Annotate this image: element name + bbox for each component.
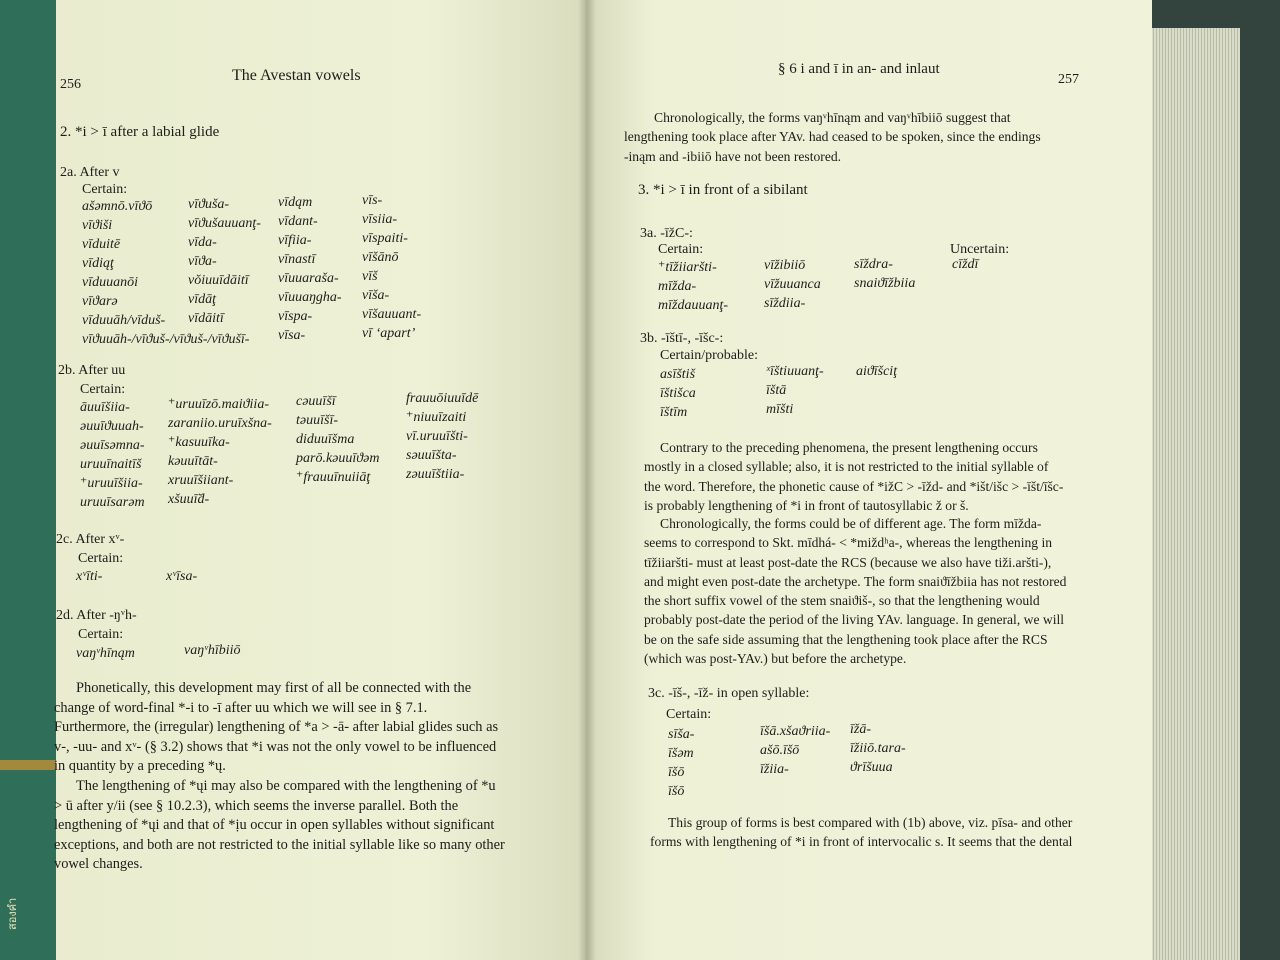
word-form: vīϑuuāh-/vīϑuš-/vīϑuš-/vīϑušī-	[82, 332, 250, 347]
word-form: uruuīnaitīš	[80, 457, 142, 472]
word-form: ⁺uruuīšiia-	[80, 476, 143, 491]
sub-2c-certain: Certain:	[78, 551, 124, 566]
word-form: īšəm	[668, 746, 694, 761]
word-form: vīuuaŋgha-	[278, 290, 342, 305]
text-line: the short suffix vowel of the stem snaiϑiš-, so that the lengthening would	[644, 593, 1040, 609]
text-line: change of word-final *-i to -ī after uu which we will see in § 7.1.	[54, 699, 428, 716]
word-form: mīždauuanţ-	[658, 298, 728, 313]
text-line: (which was post-YAv.) but before the archetype.	[644, 651, 907, 667]
word-form: vīnastī	[278, 252, 316, 267]
word-form: vŏiuuīdāitī	[188, 273, 249, 288]
text-line: Chronologically, the forms vaŋᵛhīnąm and vaŋᵛhībiiō suggest that	[654, 110, 1011, 125]
text-line: Furthermore, the (irregular) lengthening of *a > -ā- after labial glides such as	[54, 719, 499, 736]
word-form: vīspa-	[278, 309, 313, 324]
left-running-head: The Avestan vowels	[232, 67, 361, 84]
word-form: təuuīšī-	[296, 413, 338, 428]
sub-2d-certain: Certain:	[78, 627, 124, 642]
text-line: This group of forms is best compared with (1b) above, viz. pīsa- and other	[668, 815, 1073, 830]
sub-3b-heading: 3b. -īštī-, -īšc-:	[640, 331, 724, 346]
word-form: īšō	[668, 784, 685, 799]
right-paragraph-final	[650, 813, 1114, 852]
sub-2c-item: xᵛīti-	[76, 569, 103, 584]
spine-label: สองคำ	[6, 897, 19, 930]
word-form: vīžuuanca	[764, 277, 821, 292]
word-form: āuuīšiia-	[80, 400, 130, 415]
right-running-head: § 6 i and ī in an- and inlaut	[778, 61, 940, 77]
word-form: īžā-	[850, 722, 871, 737]
page-edges	[1148, 28, 1240, 960]
left-page-number: 256	[60, 77, 81, 92]
left-paragraph-1	[54, 679, 544, 777]
text-line: is probably lengthening of *i in front of tautosyllabic ž or š.	[644, 497, 969, 513]
word-form: vīfiia-	[278, 233, 312, 248]
section-2-heading: 2. *i > ī after a labial glide	[60, 124, 220, 140]
sub-3a-heading: 3a. -īžC-:	[640, 226, 693, 241]
word-form: sīša-	[668, 727, 695, 742]
word-form: īštīm	[660, 405, 688, 420]
text-line: Chronologically, the forms could be of different age. The form mīžda-	[660, 516, 1042, 531]
green-book-spine	[0, 0, 58, 960]
word-form: zaraniio.uruīxšna-	[168, 416, 272, 431]
text-line: -inąm and -ibiiō have not been restored.	[624, 148, 842, 164]
word-form: vīdąm	[278, 195, 313, 210]
text-line: lengthening took place after YAv. had ceased to be spoken, since the endings	[624, 129, 1041, 145]
text-line: be on the safe side assuming that the lengthening took place after the RCS	[644, 631, 1048, 647]
word-form: diduuīšma	[296, 432, 355, 447]
word-form: vīϑa-	[188, 254, 217, 269]
text-line: forms with lengthening of *i in front of intervocalic s. It seems that the dental	[650, 834, 1073, 850]
word-form: vīduitē	[82, 237, 121, 252]
text-line: vowel changes.	[54, 856, 143, 873]
word-form: cīždī	[952, 257, 979, 272]
word-form: vīdiąţ	[82, 256, 114, 271]
gold-band	[0, 760, 58, 770]
right-page-number: 257	[1058, 72, 1079, 87]
word-form: ˣīštiuuanţ-	[766, 364, 824, 379]
word-form: xruuīšiiant-	[168, 473, 234, 488]
sub-3a-uncertain: Uncertain:	[950, 242, 1010, 257]
word-form: vīϑuša-	[188, 197, 230, 212]
sub-3c-heading: 3c. -īš-, -īž- in open syllable:	[648, 686, 810, 701]
sub-3b-label: Certain/probable:	[660, 348, 758, 363]
book-gutter	[578, 0, 596, 960]
word-form: xšuuī̆d-	[168, 492, 210, 507]
word-form: əuuīϑuuah-	[80, 419, 144, 434]
sub-2c-item: xᵛīsa-	[166, 569, 198, 584]
text-line: seems to correspond to Skt. mīdhá- < *miždʰa-, whereas the lengthening in	[644, 535, 1053, 551]
text-line: The lengthening of *ųi may also be compared with the lengthening of *u	[76, 778, 496, 794]
right-paragraph-chrono	[644, 514, 1104, 668]
word-form: sīždiia-	[764, 296, 806, 311]
word-form: vīduuāh/vīduš-	[82, 313, 166, 328]
word-form: aiϑīšciţ	[856, 364, 898, 379]
word-form: vīϑiši	[82, 218, 113, 233]
text-line: > ū after y/ii (see § 10.2.3), which seems the inverse parallel. Both the	[54, 797, 459, 814]
right-paragraph-intro	[624, 108, 1084, 166]
word-form: vīša-	[362, 288, 390, 303]
sub-2a-certain: Certain:	[82, 182, 128, 197]
word-form: vīuuaraša-	[278, 271, 339, 286]
sub-2b-certain: Certain:	[80, 382, 126, 397]
word-form: vīduuanōi	[82, 275, 138, 290]
text-line: in quantity by a preceding *ų.	[54, 758, 226, 775]
word-form: cəuuīšī	[296, 394, 336, 409]
text-line: exceptions, and both are not restricted to the initial syllable like so many other	[54, 836, 505, 853]
word-form: vīspaiti-	[362, 231, 408, 246]
word-form: vīϑušauuanţ-	[188, 216, 261, 231]
sub-2d-item: vaŋᵛhīnąm	[76, 646, 135, 661]
word-form: vīs-	[362, 193, 383, 208]
word-form: vīsiia-	[362, 212, 397, 227]
word-form: mīžda-	[658, 279, 697, 294]
sub-2a-heading: 2a. After v	[60, 165, 120, 180]
word-form: vīš	[362, 269, 378, 284]
text-line: mostly in a closed syllable; also, it is not restricted to the initial syllable of	[644, 459, 1049, 475]
word-form: kəuuītāt-	[168, 454, 218, 469]
word-form: vīdant-	[278, 214, 318, 229]
section-3-heading: 3. *i > ī in front of a sibilant	[638, 182, 808, 198]
left-page	[56, 0, 586, 960]
word-form: ⁺frauuīnuiiāţ	[296, 470, 371, 485]
word-form: vīšauuant-	[362, 307, 422, 322]
text-line: lengthening of *ųi and that of *ịu occur in open syllables without significant	[54, 817, 495, 834]
word-form: īštišca	[660, 386, 696, 401]
word-form: əuuīsəmna-	[80, 438, 145, 453]
sub-2b-heading: 2b. After uu	[58, 363, 126, 378]
word-form: īštā	[766, 383, 787, 398]
left-paragraph-2	[54, 777, 544, 875]
word-form: īžiia-	[760, 762, 789, 777]
word-form: sīždra-	[854, 257, 893, 272]
word-form: īšā.xšaϑriia-	[760, 724, 831, 739]
word-form: ⁺kasuuīka-	[168, 435, 230, 450]
word-form: vīšānō	[362, 250, 399, 265]
word-form: vīda-	[188, 235, 217, 250]
word-form: asīštiš	[660, 367, 696, 382]
word-form: īšō	[668, 765, 685, 780]
word-form: ⁺tīžiiaršti-	[658, 260, 717, 275]
word-form: səuuīšta-	[406, 448, 457, 463]
word-form: ašəmnō.vīϑō	[82, 199, 153, 214]
sub-2c-heading: 2c. After xᵛ-	[56, 532, 125, 547]
word-form: parō.kəuuīϑəm	[296, 451, 380, 466]
word-form: zəuuīštiia-	[406, 467, 465, 482]
word-form: uruuīsarəm	[80, 495, 145, 510]
text-line: Phonetically, this development may first of all be connected with the	[76, 680, 472, 696]
word-form: vīžibiiō	[764, 258, 806, 273]
word-form: vīdāţ	[188, 292, 216, 307]
word-form: mīšti	[766, 402, 794, 417]
word-form: vī.uruuīšti-	[406, 429, 468, 444]
text-line: probably post-date the period of the living YAv. language. In general, we will	[644, 612, 1065, 628]
word-form: frauuōiuuīdē	[406, 391, 479, 406]
sub-2d-item: vaŋᵛhībiiō	[184, 643, 241, 658]
sub-3c-certain: Certain:	[666, 707, 712, 722]
sub-3a-certain: Certain:	[658, 242, 704, 257]
right-page	[586, 0, 1152, 960]
word-form: vīϑarə	[82, 294, 118, 309]
text-line: tīžiiaršti- must at least post-date the RCS (because we also have tiži.aršti-),	[644, 554, 1052, 570]
text-line: v-, -uu- and xᵛ- (§ 3.2) shows that *i was not the only vowel to be influenced	[54, 738, 497, 755]
text-line: and might even post-date the archetype. The form snaiϑīžbiia has not restored	[644, 573, 1067, 589]
word-form: ϑrīšuua	[850, 760, 893, 775]
word-form: vī ‘apart’	[362, 326, 416, 341]
text-line: Contrary to the preceding phenomena, the present lengthening occurs	[660, 440, 1038, 455]
word-form: snaiϑīžbiia	[854, 276, 916, 291]
word-form: ⁺niuuīzaiti	[406, 410, 467, 425]
sub-2d-heading: 2d. After -ŋᵛh-	[56, 608, 137, 623]
word-form: vīdāitī	[188, 311, 224, 326]
word-form: ašō.īšō	[760, 743, 800, 758]
word-form: īžiiō.tara-	[850, 741, 906, 756]
right-paragraph-contrary	[644, 438, 1100, 515]
word-form: ⁺uruuīzō.maiϑiia-	[168, 397, 269, 412]
text-line: the word. Therefore, the phonetic cause of *ižC > -īžd- and *išt/išc > -īšt/īšc-	[644, 478, 1064, 494]
word-form: vīsa-	[278, 328, 306, 343]
